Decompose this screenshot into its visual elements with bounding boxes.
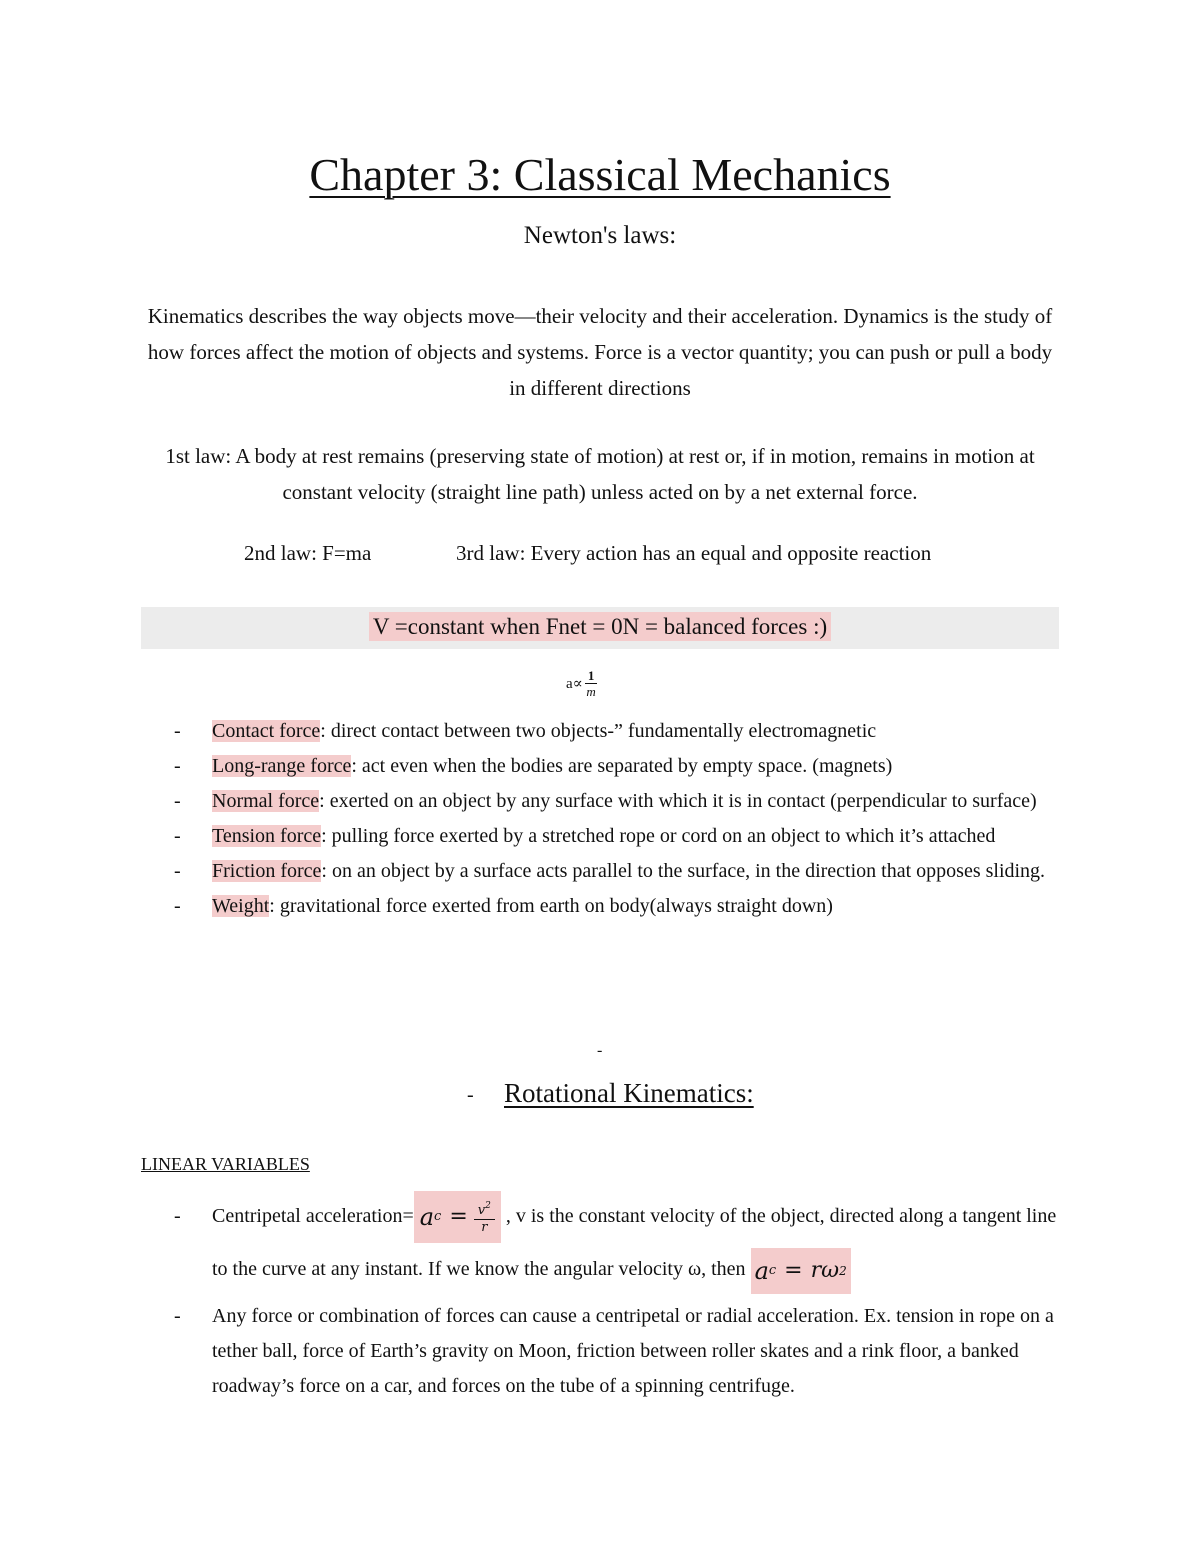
centripetal-prefix: Centripetal acceleration=	[212, 1205, 414, 1227]
list-item	[174, 749, 1064, 784]
list-item	[174, 714, 1064, 749]
formula-equals: =	[449, 1204, 468, 1230]
proportionality-lhs: a∝	[566, 676, 583, 692]
separator-dash: -	[597, 1042, 603, 1059]
term-description: : on an object by a surface acts parallel to the surface, in the direction that opposes sliding.	[321, 860, 1046, 882]
term-description: : act even when the bodies are separated by empty space. (magnets)	[351, 755, 893, 777]
bullet-dash: -	[174, 755, 181, 777]
section-subtitle: Newton's laws:	[523, 222, 677, 249]
fraction-denominator: r	[481, 1220, 488, 1236]
term-description: : gravitational force exerted from earth on body(always straight down)	[269, 895, 833, 917]
list-item	[174, 1299, 1064, 1404]
linear-variables-heading: LINEAR VARIABLES	[141, 1154, 310, 1174]
list-item	[174, 819, 1064, 854]
bullet-dash: -	[174, 720, 181, 742]
proportionality-fraction	[585, 668, 598, 699]
fraction-numerator	[474, 1198, 495, 1220]
proportionality-formula	[566, 668, 597, 699]
page-title: Chapter 3: Classical Mechanics	[309, 149, 891, 200]
centripetal-formula	[414, 1191, 501, 1243]
term-long-range-force: Long-range force	[212, 755, 352, 777]
bullet-dash: -	[174, 825, 181, 847]
bullet-dash: -	[174, 1305, 181, 1328]
formula-superscript: 2	[839, 1263, 847, 1278]
bullet-dash: -	[174, 790, 181, 812]
term-description: : exerted on an object by any surface with which it is in contact (perpendicular to surface)	[319, 790, 1037, 812]
list-item	[174, 854, 1064, 889]
list-item	[174, 889, 1064, 924]
fraction-numerator: 1	[585, 668, 598, 684]
bullet-dash: -	[174, 895, 181, 917]
term-contact-force: Contact force	[212, 720, 321, 742]
term-normal-force: Normal force	[212, 790, 320, 812]
key-statement: V =constant when Fnet = 0N = balanced forces :)	[369, 612, 831, 641]
term-friction-force: Friction force	[212, 860, 322, 882]
first-law-paragraph: 1st law: A body at rest remains (preserving state of motion) at rest or, if in motion, remains in motion at constant velocity (straight line path) unless acted on by a net external force.	[165, 444, 1035, 504]
centripetal-list	[174, 1190, 1064, 1404]
bullet-dash: -	[174, 860, 181, 882]
term-description: : direct contact between two objects-” fundamentally electromagnetic	[320, 720, 877, 742]
numerator-exponent: 2	[485, 1201, 491, 1212]
formula-subscript: c	[434, 1209, 442, 1225]
term-tension-force: Tension force	[212, 825, 322, 847]
formula-equals: =	[784, 1257, 803, 1283]
formula-symbol-a: a	[754, 1256, 769, 1285]
centripetal-description: , v is the constant velocity of the object, directed along a tangent line to the curve at any instant. If we know the angular velocity ω, then	[212, 1205, 1057, 1281]
key-statement-row	[0, 610, 1200, 644]
term-description: : pulling force exerted by a stretched rope or cord on an object to which it’s attached	[321, 825, 996, 847]
radial-note: Any force or combination of forces can cause a centripetal or radial acceleration. Ex. tension in rope on a tether ball, force of Earth’s gravity on Moon, friction between roller skates and a rink floor, a banked roadway’s force on a car, and forces on the tube of a spinning centrifuge.	[212, 1305, 1054, 1398]
formula-symbol-a: a	[419, 1203, 435, 1232]
rotational-kinematics-heading: Rotational Kinematics:	[504, 1078, 754, 1108]
intro-paragraph: Kinematics describes the way objects move—their velocity and their acceleration. Dynamics is the study of how forces affect the motion of objects and systems. Force is a vector quantity; you can push or pull a body in different directions	[147, 304, 1053, 400]
angular-formula	[751, 1248, 851, 1294]
forces-list	[174, 714, 1064, 924]
list-item	[174, 1190, 1064, 1295]
list-item	[174, 784, 1064, 819]
formula-fraction	[474, 1198, 495, 1236]
term-weight: Weight	[212, 895, 270, 917]
bullet-dash: -	[467, 1084, 474, 1106]
numerator-v: v	[477, 1203, 486, 1219]
fraction-denominator: m	[586, 684, 596, 699]
formula-subscript: c	[768, 1262, 777, 1278]
bullet-dash: -	[174, 1205, 181, 1227]
third-law: 3rd law: Every action has an equal and opposite reaction	[456, 541, 932, 565]
second-law: 2nd law: F=ma	[244, 541, 372, 565]
formula-rhs: rω	[810, 1257, 840, 1283]
